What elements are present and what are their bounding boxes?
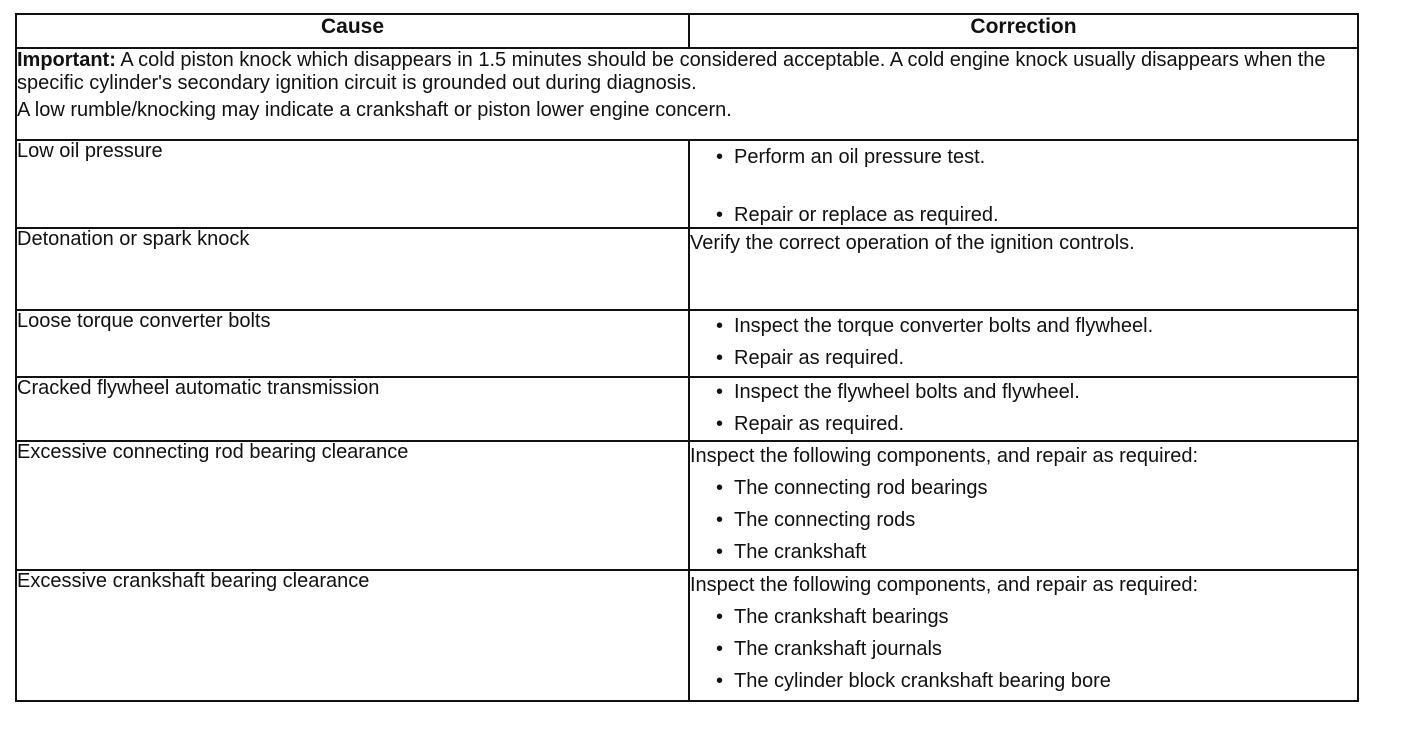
note-line-2: A low rumble/knocking may indicate a crankshaft or piston lower engine concern. <box>17 99 732 121</box>
correction-text: Inspect the following components, and repair as required: <box>690 445 1199 467</box>
table-row <box>16 377 1358 441</box>
bullet-item: • Repair as required. <box>716 413 1357 436</box>
important-note-row <box>16 48 1358 140</box>
header-cause: Cause <box>16 14 689 48</box>
correction-cell <box>689 228 1358 310</box>
correction-bullets <box>690 606 1357 693</box>
correction-cell <box>689 441 1358 570</box>
cause-cell <box>16 310 689 377</box>
cause-cell <box>16 377 689 441</box>
correction-cell <box>689 570 1358 701</box>
bullet-item: • The connecting rods <box>716 509 1357 532</box>
correction-text: Verify the correct operation of the ignition controls. <box>690 232 1135 254</box>
table-row <box>16 140 1358 228</box>
cause-text: Cracked flywheel automatic transmission <box>17 377 380 399</box>
table-row <box>16 228 1358 310</box>
cause-cell <box>16 140 689 228</box>
bullet-item: • Perform an oil pressure test. <box>716 146 1357 169</box>
cause-cell <box>16 228 689 310</box>
important-paragraph <box>17 49 1357 95</box>
bullet-item: • The cylinder block crankshaft bearing bore <box>716 670 1357 693</box>
correction-text: Inspect the following components, and repair as required: <box>690 574 1199 596</box>
important-text: A cold piston knock which disappears in 1.5 minutes should be considered acceptable. A cold engine knock usually disappears when the specific cylinder's secondary ignition circuit is grounded out during diagnosis. <box>17 49 1326 94</box>
bullet-item: • Inspect the flywheel bolts and flywheel. <box>716 381 1357 404</box>
diagnosis-table <box>15 13 1359 702</box>
bullet-item: • Repair or replace as required. <box>716 204 1357 227</box>
bullet-item: • The crankshaft <box>716 541 1357 564</box>
bullet-item: • Repair as required. <box>716 347 1357 370</box>
table-row <box>16 441 1358 570</box>
cause-text: Detonation or spark knock <box>17 228 250 250</box>
bullet-item: • Inspect the torque converter bolts and flywheel. <box>716 315 1357 338</box>
table-row <box>16 310 1358 377</box>
cause-cell <box>16 570 689 701</box>
bullet-item: • The crankshaft journals <box>716 638 1357 661</box>
important-note <box>16 48 1358 140</box>
cause-text: Low oil pressure <box>17 140 163 162</box>
correction-cell <box>689 140 1358 228</box>
cause-text: Excessive connecting rod bearing clearance <box>17 441 409 463</box>
bullet-item: • The connecting rod bearings <box>716 477 1357 500</box>
correction-cell <box>689 377 1358 441</box>
cause-text: Loose torque converter bolts <box>17 310 271 332</box>
header-correction: Correction <box>689 14 1358 48</box>
bullet-item: • The crankshaft bearings <box>716 606 1357 629</box>
cause-cell <box>16 441 689 570</box>
correction-bullets <box>690 315 1357 370</box>
cause-text: Excessive crankshaft bearing clearance <box>17 570 370 592</box>
header-row <box>16 14 1358 48</box>
correction-bullets <box>690 477 1357 564</box>
correction-bullets <box>690 146 1357 227</box>
correction-bullets <box>690 381 1357 436</box>
table-row <box>16 570 1358 701</box>
correction-cell <box>689 310 1358 377</box>
important-label: Important: <box>17 49 116 71</box>
